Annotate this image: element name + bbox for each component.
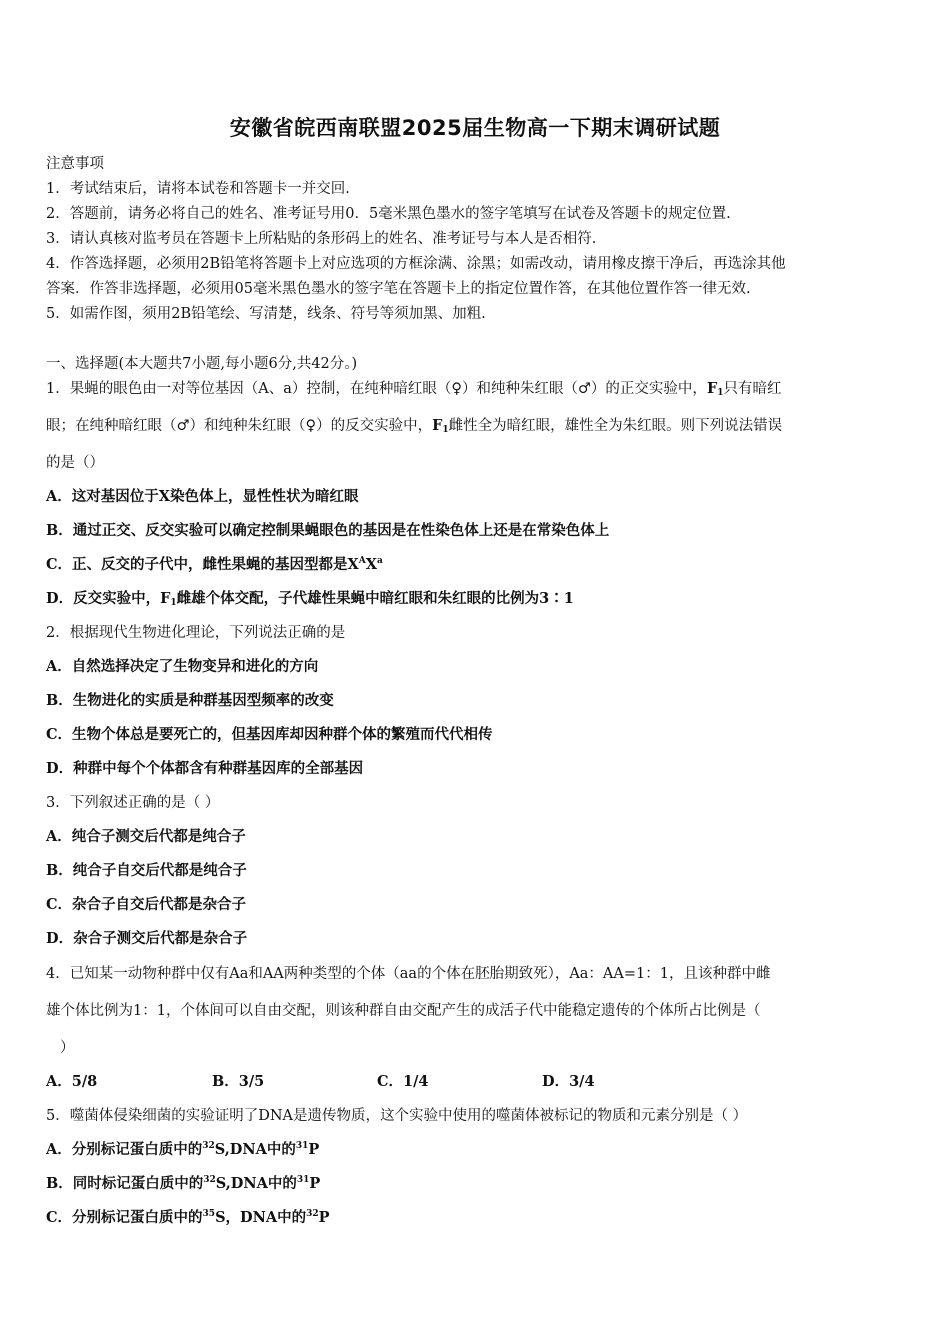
note-item: 答案．作答非选择题，必须用05毫米黑色墨水的签字笔在答题卡上的指定位置作答，在其他位置作答一律无效. xyxy=(46,281,751,297)
option-c: C．生物个体总是要死亡的，但基因库却因种群个体的繁殖而代代相传 xyxy=(46,726,493,743)
option-d: D．种群中每个个体都含有种群基因库的全部基因 xyxy=(46,760,364,777)
superscript: 31 xyxy=(296,1175,310,1185)
question-1-stem-2 xyxy=(46,414,782,435)
option-b xyxy=(46,1172,320,1193)
option-c xyxy=(46,553,383,574)
question-2-stem: 2．根据现代生物进化理论，下列说法正确的是 xyxy=(46,625,346,641)
option-d: D．3/4 xyxy=(542,1073,595,1090)
option-d: D．杂合子测交后代都是杂合子 xyxy=(46,930,248,947)
section-heading: 一、选择题(本大题共7小题,每小题6分,共42分。) xyxy=(46,356,358,372)
option-a: A．这对基因位于X染色体上，显性性状为暗红眼 xyxy=(46,488,359,505)
question-1-stem-3: 的是（） xyxy=(46,455,104,471)
superscript: 32 xyxy=(203,1175,216,1185)
q1-text: 雌性全为暗红眼，雄性全为朱红眼。则下列说法错误 xyxy=(448,418,783,434)
q1-text: 只有暗红 xyxy=(723,381,782,397)
subscript: 1 xyxy=(442,425,449,435)
option-text: P xyxy=(308,1141,320,1158)
option-b: B．生物进化的实质是种群基因型频率的改变 xyxy=(46,692,334,709)
f-symbol: F xyxy=(432,417,443,434)
note-item: 2．答题前，请务必将自己的姓名、准考证号用0．5毫米黑色墨水的签字笔填写在试卷及答题卡的规定位置. xyxy=(46,206,731,222)
question-1-stem xyxy=(46,377,782,398)
question-4-stem: 4．已知某一动物种群中仅有Aa和AA两种类型的个体（aa的个体在胚胎期致死），Aa：AA=1：1，且该种群中雌 xyxy=(46,966,771,982)
note-item: 4．作答选择题，必须用2B铅笔将答题卡上对应选项的方框涂满、涂黑；如需改动，请用橡皮擦干净后，再选涂其他 xyxy=(46,256,786,272)
option-a xyxy=(46,1138,319,1159)
q1-text: 1．果蝇的眼色由一对等位基因（A、a）控制，在纯种暗红眼（♀）和纯种朱红眼（♂）的正交实验中， xyxy=(46,381,707,397)
question-4-stem-3: ） xyxy=(60,1040,75,1056)
superscript: 35 xyxy=(202,1209,216,1219)
q1-text: 眼；在纯种暗红眼（♂）和纯种朱红眼（♀）的反交实验中， xyxy=(46,418,433,434)
note-item: 1．考试结束后，请将本试卷和答题卡一并交回. xyxy=(46,181,350,197)
option-text: A．分别标记蛋白质中的 xyxy=(46,1141,203,1158)
page-title: 安徽省皖西南联盟2025届生物高一下期末调研试题 xyxy=(229,116,721,140)
superscript: A xyxy=(358,556,366,566)
option-a: A．自然选择决定了生物变异和进化的方向 xyxy=(46,658,319,675)
f-symbol: F xyxy=(706,380,718,397)
question-3-stem: 3．下列叙述正确的是（ ） xyxy=(46,795,220,811)
option-text: S，DNA中的 xyxy=(215,1209,307,1226)
subscript: 1 xyxy=(717,388,724,398)
option-text: S,DNA中的 xyxy=(215,1175,297,1192)
option-text: C．正、反交的子代中，雌性果蝇的基因型都是X xyxy=(46,556,359,573)
option-text: B．同时标记蛋白质中的 xyxy=(46,1175,204,1192)
option-b: B．纯合子自交后代都是纯合子 xyxy=(46,862,247,879)
option-c xyxy=(46,1206,330,1227)
notes-heading: 注意事项 xyxy=(46,156,104,172)
option-text: S,DNA中的 xyxy=(214,1141,296,1158)
option-b: B．通过正交、反交实验可以确定控制果蝇眼色的基因是在性染色体上还是在常染色体上 xyxy=(46,522,610,539)
option-text: X xyxy=(365,556,378,573)
option-text: C．分别标记蛋白质中的 xyxy=(46,1209,203,1226)
question-4-stem-2: 雄个体比例为1：1，个体间可以自由交配，则该种群自由交配产生的成活子代中能稳定遗传的个体所占比例是（ xyxy=(46,1003,761,1019)
option-c: C．杂合子自交后代都是杂合子 xyxy=(46,896,247,913)
option-text: 雌雄个体交配，子代雄性果蝇中暗红眼和朱红眼的比例为3∶1 xyxy=(176,590,574,607)
option-a: A．纯合子测交后代都是纯合子 xyxy=(46,828,246,845)
superscript: 32 xyxy=(202,1141,215,1151)
superscript: 32 xyxy=(306,1209,319,1219)
option-text: P xyxy=(309,1175,321,1192)
note-item: 3．请认真核对监考员在答题卡上所粘贴的条形码上的姓名、准考证号与本人是否相符. xyxy=(46,231,597,247)
question-5-stem: 5．噬菌体侵染细菌的实验证明了DNA是遗传物质，这个实验中使用的噬菌体被标记的物质和元素分别是（ ） xyxy=(46,1108,748,1124)
option-text: D．反交实验中， xyxy=(46,590,161,607)
note-item: 5．如需作图，须用2B铅笔绘、写清楚，线条、符号等须加黑、加粗. xyxy=(46,306,486,322)
option-c: C．1/4 xyxy=(377,1073,429,1090)
subscript: 1 xyxy=(170,598,177,608)
option-b: B．3/5 xyxy=(212,1073,265,1090)
f-symbol: F xyxy=(160,590,171,607)
superscript: 31 xyxy=(295,1141,309,1151)
option-text: P xyxy=(318,1209,330,1226)
option-a: A．5/8 xyxy=(46,1073,98,1090)
option-d xyxy=(46,587,574,608)
superscript: a xyxy=(377,556,383,566)
